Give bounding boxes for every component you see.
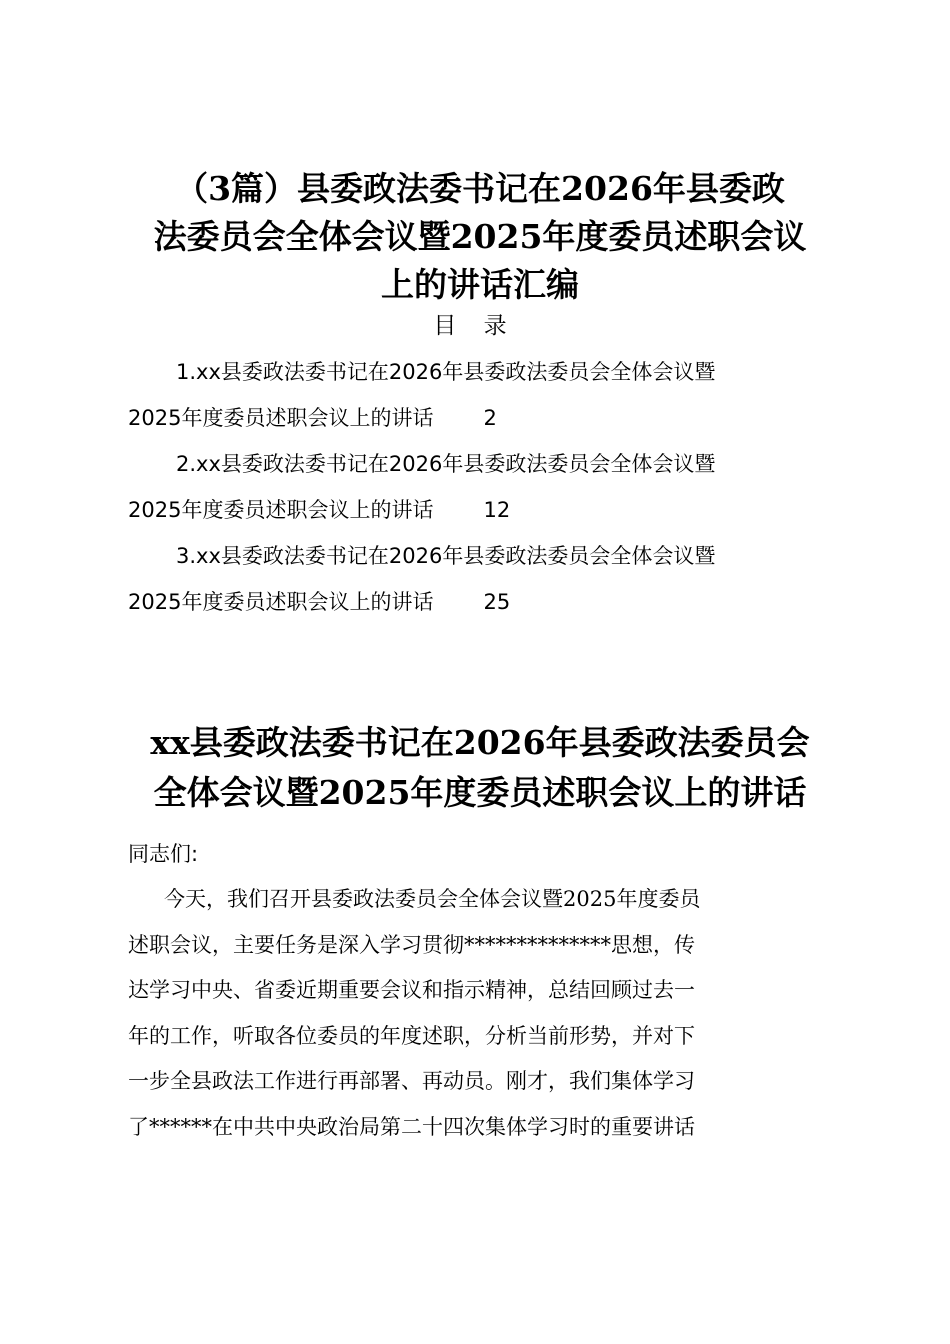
section-title [120, 718, 840, 818]
toc-entry-title-end: 2025年度委员述职会议上的讲话 [128, 590, 434, 614]
toc-entry[interactable] [128, 536, 838, 628]
toc-entry-title-end: 2025年度委员述职会议上的讲话 [128, 498, 434, 522]
toc-page-number: 12 [483, 498, 511, 522]
toc-entry-title-continued [128, 398, 838, 444]
body-line: 达学习中央、省委近期重要会议和指示精神，总结回顾过去一 [128, 978, 695, 1002]
body-line: 了******在中共中央政治局第二十四次集体学习时的重要讲话 [128, 1114, 695, 1139]
body-paragraph [128, 877, 823, 1150]
document-title-line: 上的讲话汇编 [381, 265, 579, 304]
toc-entry-title-continued [128, 582, 838, 628]
toc-entry-title-end: 2025年度委员述职会议上的讲话 [128, 406, 434, 430]
salutation: 同志们: [128, 842, 199, 866]
body-line: 今天，我们召开县委政法委员会全体会议暨2025年度委员 [164, 887, 701, 911]
toc-entry[interactable] [128, 444, 838, 536]
toc-entry-title: 1.xx县委政法委书记在2026年县委政法委员会全体会议暨 [176, 360, 716, 384]
document-title-line: 法委员会全体会议暨2025年度委员述职会议 [153, 217, 807, 256]
toc-heading: 目 录 [433, 313, 517, 339]
document-title-line: （3篇）县委政法委书记在2026年县委政 [175, 169, 785, 208]
toc-entry-title: 3.xx县委政法委书记在2026年县委政法委员会全体会议暨 [176, 544, 716, 568]
body-line: 述职会议，主要任务是深入学习贯彻**************思想，传 [128, 932, 695, 957]
toc-entry-title: 2.xx县委政法委书记在2026年县委政法委员会全体会议暨 [176, 452, 716, 476]
toc-page-number: 25 [483, 590, 511, 614]
section-title-line: xx县委政法委书记在2026年县委政法委员会 [150, 723, 810, 762]
table-of-contents [128, 352, 838, 628]
toc-page-number: 2 [483, 406, 497, 430]
toc-entry-title-continued [128, 490, 838, 536]
section-title-line: 全体会议暨2025年度委员述职会议上的讲话 [153, 773, 807, 812]
body-line: 年的工作，听取各位委员的年度述职，分析当前形势，并对下 [128, 1023, 695, 1048]
body-line: 一步全县政法工作进行再部署、再动员。刚才，我们集体学习 [128, 1069, 695, 1093]
document-title [120, 165, 840, 309]
toc-entry[interactable] [128, 352, 838, 444]
